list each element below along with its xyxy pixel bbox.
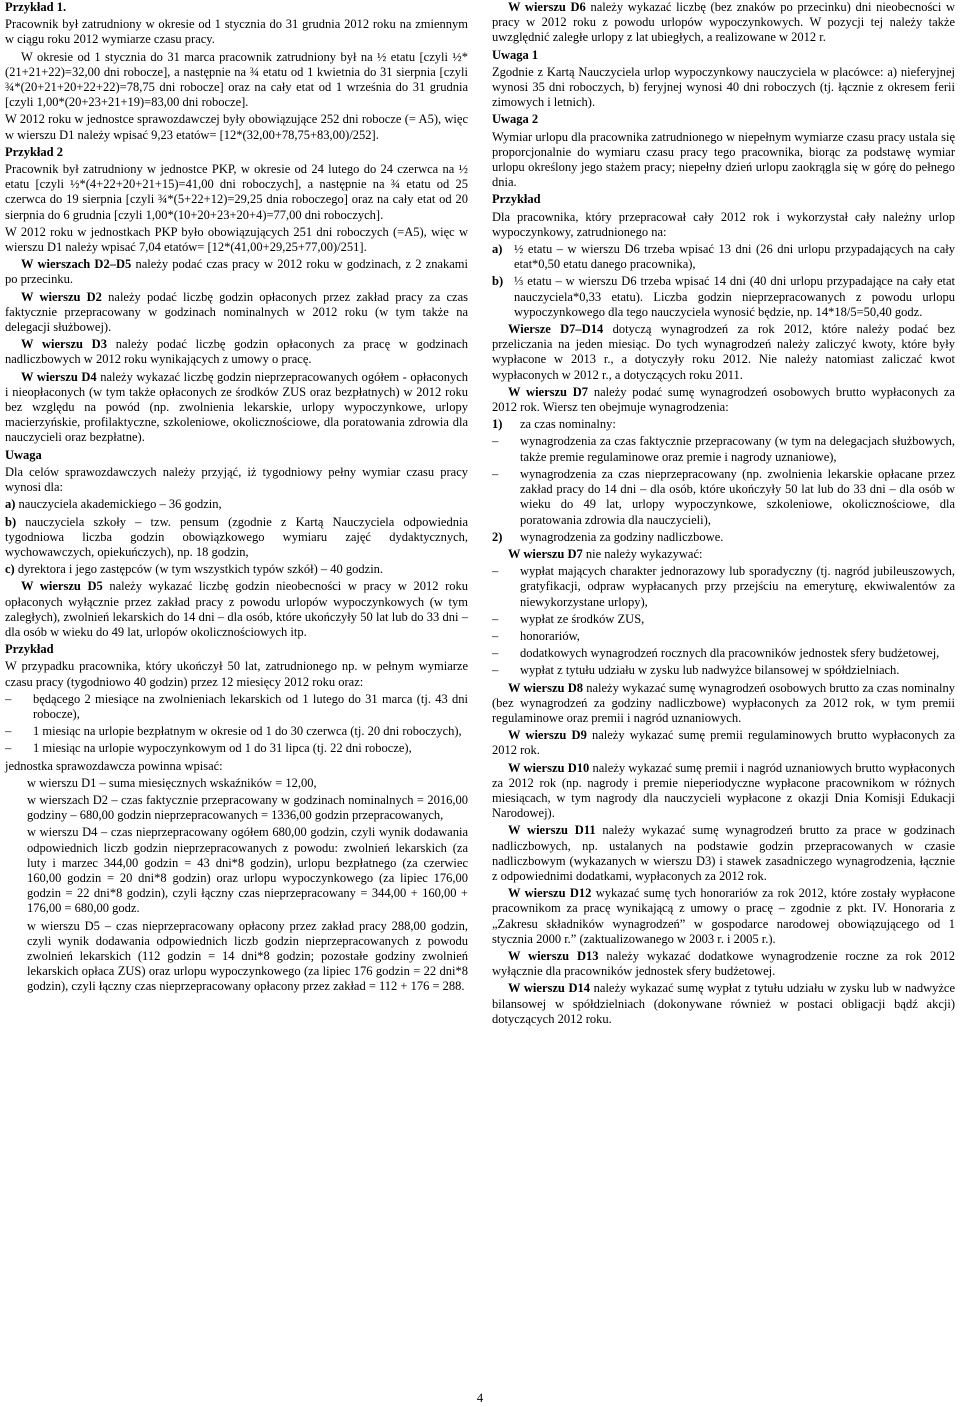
note-item-b-marker: b) xyxy=(5,514,17,529)
row-d8-paragraph xyxy=(492,681,955,727)
example-4-item-b-text: ⅓ etatu – w wierszu D6 trzeba wpisać 14 dni (40 dni urlopu przypadające na cały etat nauczyciela*0,33 etatu). Liczba godzin nieprzepracowanych z powodu urlopu wypoczynkowego dla tego nauczyciela wynosić będzie, np. 14*18/5=50,40 godz. xyxy=(514,274,955,319)
left-column xyxy=(5,0,468,997)
row-d12-label: W wierszu D12 xyxy=(508,886,592,901)
row-d7-item-2-text: wynagrodzenia za godziny nadliczbowe. xyxy=(520,529,724,544)
row-d7-exclusion-d-text: dodatkowych wynagrodzeń rocznych dla pracowników jednostek sfery budżetowej, xyxy=(520,646,940,661)
page-number: 4 xyxy=(476,1391,484,1405)
row-d6-paragraph xyxy=(492,0,955,46)
row-d11-text: należy wykazać sumę wynagrodzeń brutto za prace w godzinach nadliczbowych, np. ustalanych na podstawie godzin przepracowanych w czasie nadliczbowym (wykazanych w wierszu D3) i stawek zasadniczego wynagrodzenia, łącznie z odpowiednimi dodatkami, wypłaconych za 2012 rok. xyxy=(492,823,955,883)
row-d3-label: W wierszu D3 xyxy=(21,337,107,352)
row-d7-paragraph xyxy=(492,385,955,415)
example-2-paragraph-1: Pracownik był zatrudniony w jednostce PKP, w okresie od 24 lutego do 24 czerwca na ½ etatu [czyli ½*(4+22+20+21+15)=41,00 dni roboczych], a następnie na ¾ etatu od 25 czerwca do 19 sierpnia [czyli ¾*(5+22+12)=29,25 dnia roboczego] oraz na cały etat od 20 sierpnia do 6 grudnia [czyli 1,00*(10+20+23+20+4)=77,00 dni roboczych]. xyxy=(5,162,468,222)
row-d7-exclusion-c-text: honorariów, xyxy=(520,628,580,643)
row-d4-label: W wierszu D4 xyxy=(21,369,97,384)
rows-d2-d5-paragraph xyxy=(5,257,468,287)
note-1-paragraph: Zgodnie z Kartą Nauczyciela urlop wypoczynkowy nauczyciela w placówce: a) nieferyjnej wynosi 35 dni roboczych, b) feryjnej wynosi 40 dni roboczych (tj. łącznie z okresem ferii zimowych i letnich). xyxy=(492,64,955,110)
note-title: Uwaga xyxy=(5,447,42,462)
row-d7-dash-2 xyxy=(492,467,955,528)
example-4-item-a-marker: a) xyxy=(492,242,503,257)
row-d7-dash-2-text: wynagrodzenia za czas nieprzepracowany (np. zwolnienia lekarskie opłacane przez zakład pracy do 14 dni – dla osób, które ukończyły 50 lat lub do 33 dni – dla osób w wieku do 49 lat, urlopy wypoczynkowe, szkoleniowe, okolicznościowe, dla poratowania zdrowia dla nauczycieli), xyxy=(520,466,955,527)
example-2-paragraph-2: W 2012 roku w jednostkach PKP było obowiązujących 251 dni roboczych (=A5), więc w wierszu D1 należy wpisać 7,04 etatów= [12*(41,00+29,25+77,00)/251]. xyxy=(5,224,468,255)
example-4-item-b-marker: b) xyxy=(492,274,504,289)
row-d7-label: W wierszu D7 xyxy=(508,384,589,399)
example-3-dash-2-text: 1 miesiąc na urlopie bezpłatnym w okresie od 1 do 30 czerwca (tj. 20 dni roboczych), xyxy=(33,724,462,739)
row-d5-paragraph xyxy=(5,579,468,640)
row-d4-text: należy wykazać liczbę godzin nieprzepracowanych ogółem - opłaconych i nieopłaconych (w tym także opłaconych ze środków ZUS oraz bezpłatnych) w 2012 roku bez względu na powód (np. zwolnienia lekarskie, urlopy wypoczynkowe, urlopy macierzyńskie, profilaktyczne, szkoleniowe, okolicznościowe, dla poratowania zdrowia dla nauczycieli oraz bezpłatne). xyxy=(5,369,468,445)
row-d13-paragraph xyxy=(492,949,955,979)
row-d7-item-1-text: za czas nominalny: xyxy=(520,417,616,432)
example-3-row-3: w wierszu D4 – czas nieprzepracowany ogółem 680,00 godzin, czyli wynik dodawania odpowiednich liczb godzin nieprzepracowanych z powodu: zwolnień lekarskich (za luty i marzec 344,00 godzin = 43 dni*8 godzin), urlopu bezpłatnego (za czerwiec 160,00 godzin = 20 dni*8 godzin) oraz urlopu wypoczynkowego (za lipiec 176,00 godzin = 22 dni*8 godzin), czyli łączny czas nieprzepracowany = 344,00 + 160,00 + 176,00 = 680,00 godz. xyxy=(27,825,468,916)
example-3-dash-3 xyxy=(5,741,468,756)
row-d5-text: należy wykazać liczbę godzin nieobecności w pracy w 2012 roku opłaconych wyłącznie przez zakład pracy z powodu urlopów wypoczynkowych (w tym zaległych), zwolnień lekarskich do 14 dni – dla osób, które ukończyły 50 lat lub do 33 dni – dla osób w wieku do 49 lat, urlopów okolicznościowych itp. xyxy=(5,579,468,639)
example-3-dash-1 xyxy=(5,692,468,722)
note-item-a-marker: a) xyxy=(5,497,16,512)
row-d8-label: W wierszu D8 xyxy=(508,680,583,695)
row-d9-label: W wierszu D9 xyxy=(508,728,587,743)
example-3-dash-1-text: będącego 2 miesiące na zwolnieniach lekarskich od 1 lutego do 31 marca (tj. 43 dni robocze), xyxy=(33,691,468,721)
row-d10-paragraph xyxy=(492,761,955,822)
row-d7-exclusion-e xyxy=(492,663,955,678)
example-3-row-1: w wierszu D1 – suma miesięcznych wskaźników = 12,00, xyxy=(27,775,317,790)
note-item-c-marker: c) xyxy=(5,562,15,577)
note-paragraph: Dla celów sprawozdawczych należy przyjąć, iż tygodniowy pełny wymiar czasu pracy wynosi dla: xyxy=(5,464,468,495)
dash-marker: – xyxy=(492,564,499,579)
row-d2-text: należy podać liczbę godzin opłaconych przez zakład pracy za czas faktycznie przepracowany w godzinach nominalnych w 2012 roku (w tym także na delegacji służbowej). xyxy=(5,289,469,335)
rows-d2-d5-text: należy podać czas pracy w 2012 roku w godzinach, z 2 znakami po przecinku. xyxy=(5,257,469,287)
row-d13-text: należy wykazać dodatkowe wynagrodzenie roczne za rok 2012 wyłącznie dla pracowników jednostek sfery budżetowej. xyxy=(492,948,956,979)
row-d7-exclusions-text: nie należy wykazywać: xyxy=(582,546,703,561)
example-1-title: Przykład 1. xyxy=(5,0,67,14)
example-2-title: Przykład 2 xyxy=(5,144,63,159)
row-d11-paragraph xyxy=(492,823,955,884)
row-d7-exclusion-e-text: wypłat z tytułu udziału w zysku lub nadwyżce bilansowej w spółdzielniach. xyxy=(520,663,900,678)
example-4-paragraph: Dla pracownika, który przepracował cały 2012 rok i wykorzystał cały należny urlop wypoczynkowy, zatrudnionego na: xyxy=(492,209,955,239)
dash-marker: – xyxy=(5,724,12,739)
rows-d7-d14-paragraph xyxy=(492,322,955,383)
right-column xyxy=(492,0,955,1029)
row-d7-item-2 xyxy=(492,530,955,545)
row-d7-text: należy podać sumę wynagrodzeń osobowych brutto wypłaconych za 2012 rok. Wiersz ten obejmuje wynagrodzenia: xyxy=(492,384,955,415)
row-d3-paragraph xyxy=(5,337,468,367)
row-d14-text: należy wykazać sumę wypłat z tytułu udziału w zysku lub w nadwyżce bilansowej w spółdzielniach (dokonywane również w postaci obligacji bądź akcji) dotyczących 2012 roku. xyxy=(492,981,955,1026)
example-1-paragraph-3: W 2012 roku w jednostce sprawozdawczej były obowiązujące 252 dni robocze (= A5), więc w wierszu D1 należy wpisać 9,23 etatów= [12*(32,00+78,75+83,00)/252]. xyxy=(5,112,468,142)
rows-d2-d5-label: W wierszach D2–D5 xyxy=(21,257,132,272)
example-3-dash-3-text: 1 miesiąc na urlopie wypoczynkowym od 1 do 31 lipca (tj. 22 dni robocze), xyxy=(33,741,412,756)
row-d7-exclusion-a xyxy=(492,564,955,610)
row-d7-exclusion-d xyxy=(492,646,955,661)
example-3-title: Przykład xyxy=(5,642,54,657)
note-1-title: Uwaga 1 xyxy=(492,47,539,62)
row-d10-text: należy wykazać sumę premii i nagród uznaniowych brutto wypłaconych za 2012 rok (np. nagrody i premie nieperiodyczne wypłacone pracownikom w różnych miesiącach, w tym nagrody dla nauczycieli wypłacone z okazji Dnia Komisji Edukacji Narodowej). xyxy=(492,760,956,821)
row-d14-paragraph xyxy=(492,981,955,1027)
dash-marker: – xyxy=(492,663,499,678)
rows-d7-d14-text: dotyczą wynagrodzeń za rok 2012, które należy podać bez przeliczania na jeden miesiąc. Do tych wynagrodzeń należy zaliczyć kwoty, które były wypłacone w 2013 r., a dotyczyły roku 2012. Nie należy natomiast zaliczać kwot wypłaconych w 2012 r., a dotyczących roku 2011. xyxy=(492,322,956,382)
row-d7-item-2-marker: 2) xyxy=(492,529,503,544)
example-1-paragraph-2: W okresie od 1 stycznia do 31 marca pracownik zatrudniony był na ½ etatu [czyli ½*(21+21+22)=32,00 dni robocze], a następnie na ¾ etatu od 1 kwietnia do 31 sierpnia [czyli ¾*(20+21+20+22+22)=78,75 dni robocze] oraz na cały etat od 1 września do 31 grudnia [czyli 1,00*(20+23+21+19)=83,00 dni robocze]. xyxy=(5,49,468,110)
row-d12-text: wykazać sumę tych honorariów za rok 2012, które zostały wypłacone pracownikom za pracę wynikającą z umowy o pracę – zgodnie z pkt. IV. Honoraria z „Zakresu składników wynagrodzeń” w gospodarce narodowej obowiązującego od 1 stycznia 2000 r.” (zaktualizowanego w 2003 r. i 2005 r.). xyxy=(492,886,955,946)
dash-marker: – xyxy=(5,741,12,756)
example-4-item-b xyxy=(492,274,955,320)
dash-marker: – xyxy=(492,466,499,481)
note-item-b xyxy=(5,515,468,561)
row-d11-label: W wierszu D11 xyxy=(508,823,596,838)
example-3-row-2: w wierszach D2 – czas faktycznie przepracowany w godzinach nominalnych = 2016,00 godziny – 680,00 godzin nieprzepracowanych = 1336,00 godzin przepracowanych, xyxy=(27,792,468,823)
rows-d7-d14-label: Wiersze D7–D14 xyxy=(508,322,604,337)
row-d7-exclusions-paragraph xyxy=(492,547,955,562)
row-d8-text: należy wykazać sumę wynagrodzeń osobowych brutto za czas nominalny (bez wynagrodzeń za godziny nadliczbowe) wypłaconych za 2012 rok, w tym premii regulaminowe oraz premii i nagród uznaniowych. xyxy=(492,680,955,725)
row-d7-item-1 xyxy=(492,417,955,432)
row-d3-text: należy podać liczbę godzin opłaconych za pracę w godzinach nadliczbowych w 2012 roku wynikających z umowy o pracę. xyxy=(5,337,468,367)
note-item-b-text: nauczyciela szkoły – tzw. pensum (zgodnie z Kartą Nauczyciela odpowiednia tygodniowa liczba godzin obowiązkowego wymiaru zajęć dydaktycznych, wychowawczych, opiekuńczych), np. 18 godzin, xyxy=(5,514,468,559)
row-d7-exclusion-b xyxy=(492,612,955,627)
row-d13-label: W wierszu D13 xyxy=(508,948,599,963)
row-d2-paragraph xyxy=(5,290,468,336)
note-2-paragraph: Wymiar urlopu dla pracownika zatrudnionego w niepełnym wymiarze czasu pracy ustala się proporcjonalnie do wymiaru czasu pracy tego pracownika, biorąc za podstawę wymiar urlopu określony jego stażem pracy; niepełny dzień urlopu zaokrągla się w górę do pełnego dnia. xyxy=(492,129,955,190)
example-4-title: Przykład xyxy=(492,192,541,207)
row-d9-text: należy wykazać sumę premii regulaminowych brutto wypłaconych za 2012 rok. xyxy=(492,728,956,758)
row-d7-dash-1 xyxy=(492,434,955,464)
note-item-c-text: dyrektora i jego zastępców (w tym wszystkich typów szkół) – 40 godzin. xyxy=(14,562,384,577)
example-3-paragraph-1: W przypadku pracownika, który ukończył 50 lat, zatrudnionego np. w pełnym wymiarze czasu pracy (tygodniowo 40 godzin) przez 12 miesięcy 2012 roku oraz: xyxy=(5,659,468,689)
dash-marker: – xyxy=(492,434,499,449)
dash-marker: – xyxy=(5,691,12,706)
row-d7-exclusion-a-text: wypłat mających charakter jednorazowy lub sporadyczny (tj. nagród jubileuszowych, gratyfikacji, odpraw wypłacanych przy przejściu na emeryturę, ekwiwalentów za niewykorzystane urlopy), xyxy=(520,564,955,609)
dash-marker: – xyxy=(492,628,499,643)
row-d2-label: W wierszu D2 xyxy=(21,289,102,304)
row-d7-exclusion-c xyxy=(492,629,955,644)
row-d12-paragraph xyxy=(492,886,955,947)
row-d4-paragraph xyxy=(5,370,468,446)
example-4-item-a xyxy=(492,242,955,272)
row-d6-label: W wierszu D6 xyxy=(508,0,586,14)
dash-marker: – xyxy=(492,611,499,626)
row-d14-label: W wierszu D14 xyxy=(508,981,591,996)
note-item-a xyxy=(5,497,468,512)
note-item-a-text: nauczyciela akademickiego – 36 godzin, xyxy=(15,497,222,512)
dash-marker: – xyxy=(492,646,499,661)
example-3-row-4: w wierszu D5 – czas nieprzepracowany opłacony przez zakład pracy 288,00 godzin, czyli wynik dodawania odpowiednich liczb godzin nieprzepracowanych z powodu zwolnień lekarskich (112 godzin = 14 dni*8 godzin; pozostałe godziny zwolnień lekarskich opłaca ZUS) oraz urlopu wypoczynkowego (za lipiec 176 godzin = 22 dni*8 godzin), czyli łączny czas nieprzepracowany opłacony przez zakład = 112 + 176 = 288. xyxy=(27,918,468,994)
note-item-c xyxy=(5,562,468,577)
row-d7-exclusion-b-text: wypłat ze środków ZUS, xyxy=(520,611,645,626)
example-3-dash-2 xyxy=(5,724,468,739)
row-d7-item-1-marker: 1) xyxy=(492,417,503,432)
row-d10-label: W wierszu D10 xyxy=(508,760,590,775)
example-1-paragraph-1: Pracownik był zatrudniony w okresie od 1 stycznia do 31 grudnia 2012 roku na zmiennym w ciągu roku 2012 wymiarze czasu pracy. xyxy=(5,17,468,47)
row-d9-paragraph xyxy=(492,728,955,758)
row-d7-dash-1-text: wynagrodzenia za czas faktycznie przepracowany (w tym na delegacjach służbowych, także premie regulaminowe oraz premie i nagrody uznaniowe), xyxy=(520,434,955,464)
example-3-paragraph-2: jednostka sprawozdawcza powinna wpisać: xyxy=(5,758,223,773)
row-d5-label: W wierszu D5 xyxy=(21,579,103,594)
example-4-item-a-text: ½ etatu – w wierszu D6 trzeba wpisać 13 dni (26 dni urlopu przypadających na cały etat*0,50 etatu danego pracownika), xyxy=(514,242,955,272)
row-d6-text: należy wykazać liczbę (bez znaków po przecinku) dni nieobecności w pracy w 2012 roku z powodu urlopów wypoczynkowych. W pozycji tej należy także uwzględnić zaległe urlopy z lat ubiegłych, a realizowane w 2012 r. xyxy=(492,0,955,45)
row-d7-exclusions-label: W wierszu D7 xyxy=(508,546,583,561)
note-2-title: Uwaga 2 xyxy=(492,112,539,127)
